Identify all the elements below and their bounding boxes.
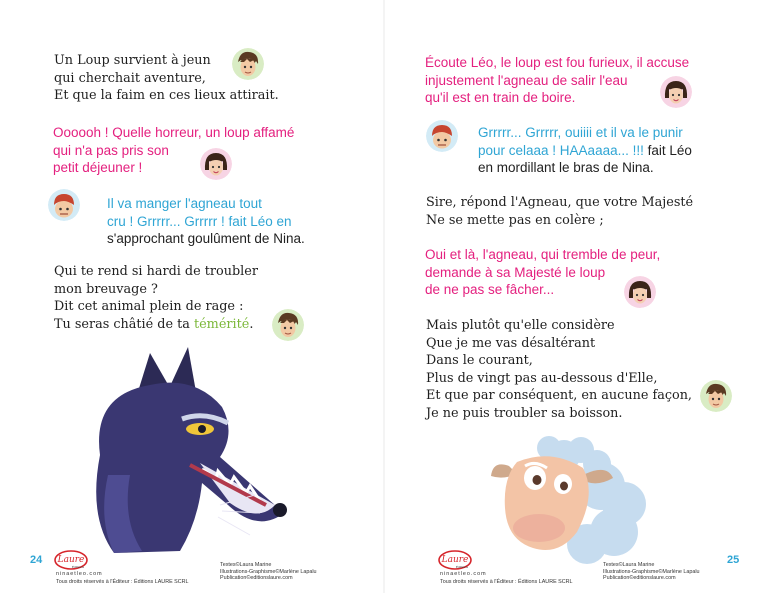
stanza-4 <box>426 317 692 422</box>
verse-line: Un Loup survient à jeun <box>54 53 211 68</box>
dialogue-line: s'approchant goulûment de Nina. <box>107 231 305 246</box>
credits: Textes©Laura Marine Illustrations-Graphisme©Marlène Lapalu Publication©editionslaure.com <box>220 562 317 582</box>
verse-line: Dans le courant, <box>426 353 533 368</box>
svg-text:Éditions: Éditions <box>72 565 84 569</box>
verse-line: Plus de vingt pas au-dessous d'Elle, <box>426 370 658 386</box>
dialogue-line: demande à sa Majesté le loup <box>425 264 606 280</box>
highlighted-word: témérité <box>193 316 250 332</box>
verse-line: qui cherchait aventure, <box>54 70 206 86</box>
dialogue-line: Écoute Léo, le loup est fou furieux, il accuse <box>425 55 690 70</box>
svg-text:Éditions: Éditions <box>456 565 468 569</box>
verse-line: Tu seras châtié de ta témérité. <box>54 316 254 332</box>
credits: Textes©Laura Marine Illustrations-Graphisme©Marlène Lapalu Publication©editionslaure.com <box>603 562 700 582</box>
leo-avatar <box>232 48 264 80</box>
dialogue-line: injustement l'agneau de salir l'eau <box>425 72 628 88</box>
rights-notice: Tous droits réservés à l'Éditeur : Éditions LAURE SCRL <box>440 579 573 585</box>
nina-avatar <box>660 76 692 108</box>
site-url: ninaetleo.com <box>440 571 487 577</box>
svg-text:Laure: Laure <box>57 555 85 565</box>
nina-dialogue-2 <box>425 54 689 107</box>
site-url: ninaetleo.com <box>56 571 103 577</box>
dialogue-line: Oooooh ! Quelle horreur, un loup affamé <box>53 125 295 140</box>
nina-avatar <box>624 276 656 308</box>
dialogue-line: cru ! Grrrrr... Grrrrr ! fait Léo en <box>107 213 292 229</box>
verse-line: Dit cet animal plein de rage : <box>54 299 244 314</box>
stanza-2 <box>54 263 258 333</box>
page-number: 25 <box>727 554 740 566</box>
verse-line: Sire, répond l'Agneau, que votre Majesté <box>426 195 694 210</box>
right-page <box>384 0 768 593</box>
verse-line: Ne se mette pas en colère ; <box>426 212 604 228</box>
svg-text:Laure: Laure <box>441 555 469 565</box>
dialogue-line: qu'il est en train de boire. <box>425 90 576 105</box>
leo-dialogue-1 <box>107 195 305 248</box>
leo-dialogue-2 <box>478 124 692 177</box>
page-number: 24 <box>30 554 43 566</box>
verse-line: Et que la faim en ces lieux attirait. <box>54 88 279 103</box>
nina-avatar <box>200 148 232 180</box>
dialogue-line: pour celaaa ! HAAaaaa... !!! fait Léo <box>478 142 692 158</box>
leo-avatar <box>700 380 732 412</box>
dialogue-line: Grrrrr... Grrrrr, ouiiii et il va le punir <box>478 125 683 140</box>
verse-line: Qui te rend si hardi de troubler <box>54 264 258 279</box>
stanza-3 <box>426 194 693 229</box>
verse-line: Et que par conséquent, en aucune façon, <box>426 388 693 403</box>
verse-line: Mais plutôt qu'elle considère <box>426 318 615 333</box>
lamb-illustration <box>489 432 659 572</box>
dialogue-line: Il va manger l'agneau tout <box>107 196 262 211</box>
leo-avatar <box>272 309 304 341</box>
dialogue-line: qui n'a pas pris son <box>53 142 169 158</box>
dialogue-line: petit déjeuner ! <box>53 160 143 175</box>
wolf-illustration <box>70 345 290 565</box>
dialogue-line: en mordillant le bras de Nina. <box>478 160 654 175</box>
verse-line: mon breuvage ? <box>54 281 158 297</box>
verse-line: Je ne puis troubler sa boisson. <box>426 405 623 421</box>
leo-cap-avatar <box>48 189 80 221</box>
dialogue-line: Oui et là, l'agneau, qui tremble de peur, <box>425 247 661 262</box>
laure-logo-icon <box>438 550 472 570</box>
laure-logo-icon <box>54 550 88 570</box>
rights-notice: Tous droits réservés à l'Éditeur : Éditions LAURE SCRL <box>56 579 189 585</box>
leo-cap-avatar <box>426 120 458 152</box>
dialogue-line: de ne pas se fâcher... <box>425 282 555 297</box>
verse-line: Que je me vas désaltérant <box>426 335 596 351</box>
nina-dialogue-1 <box>53 124 294 177</box>
